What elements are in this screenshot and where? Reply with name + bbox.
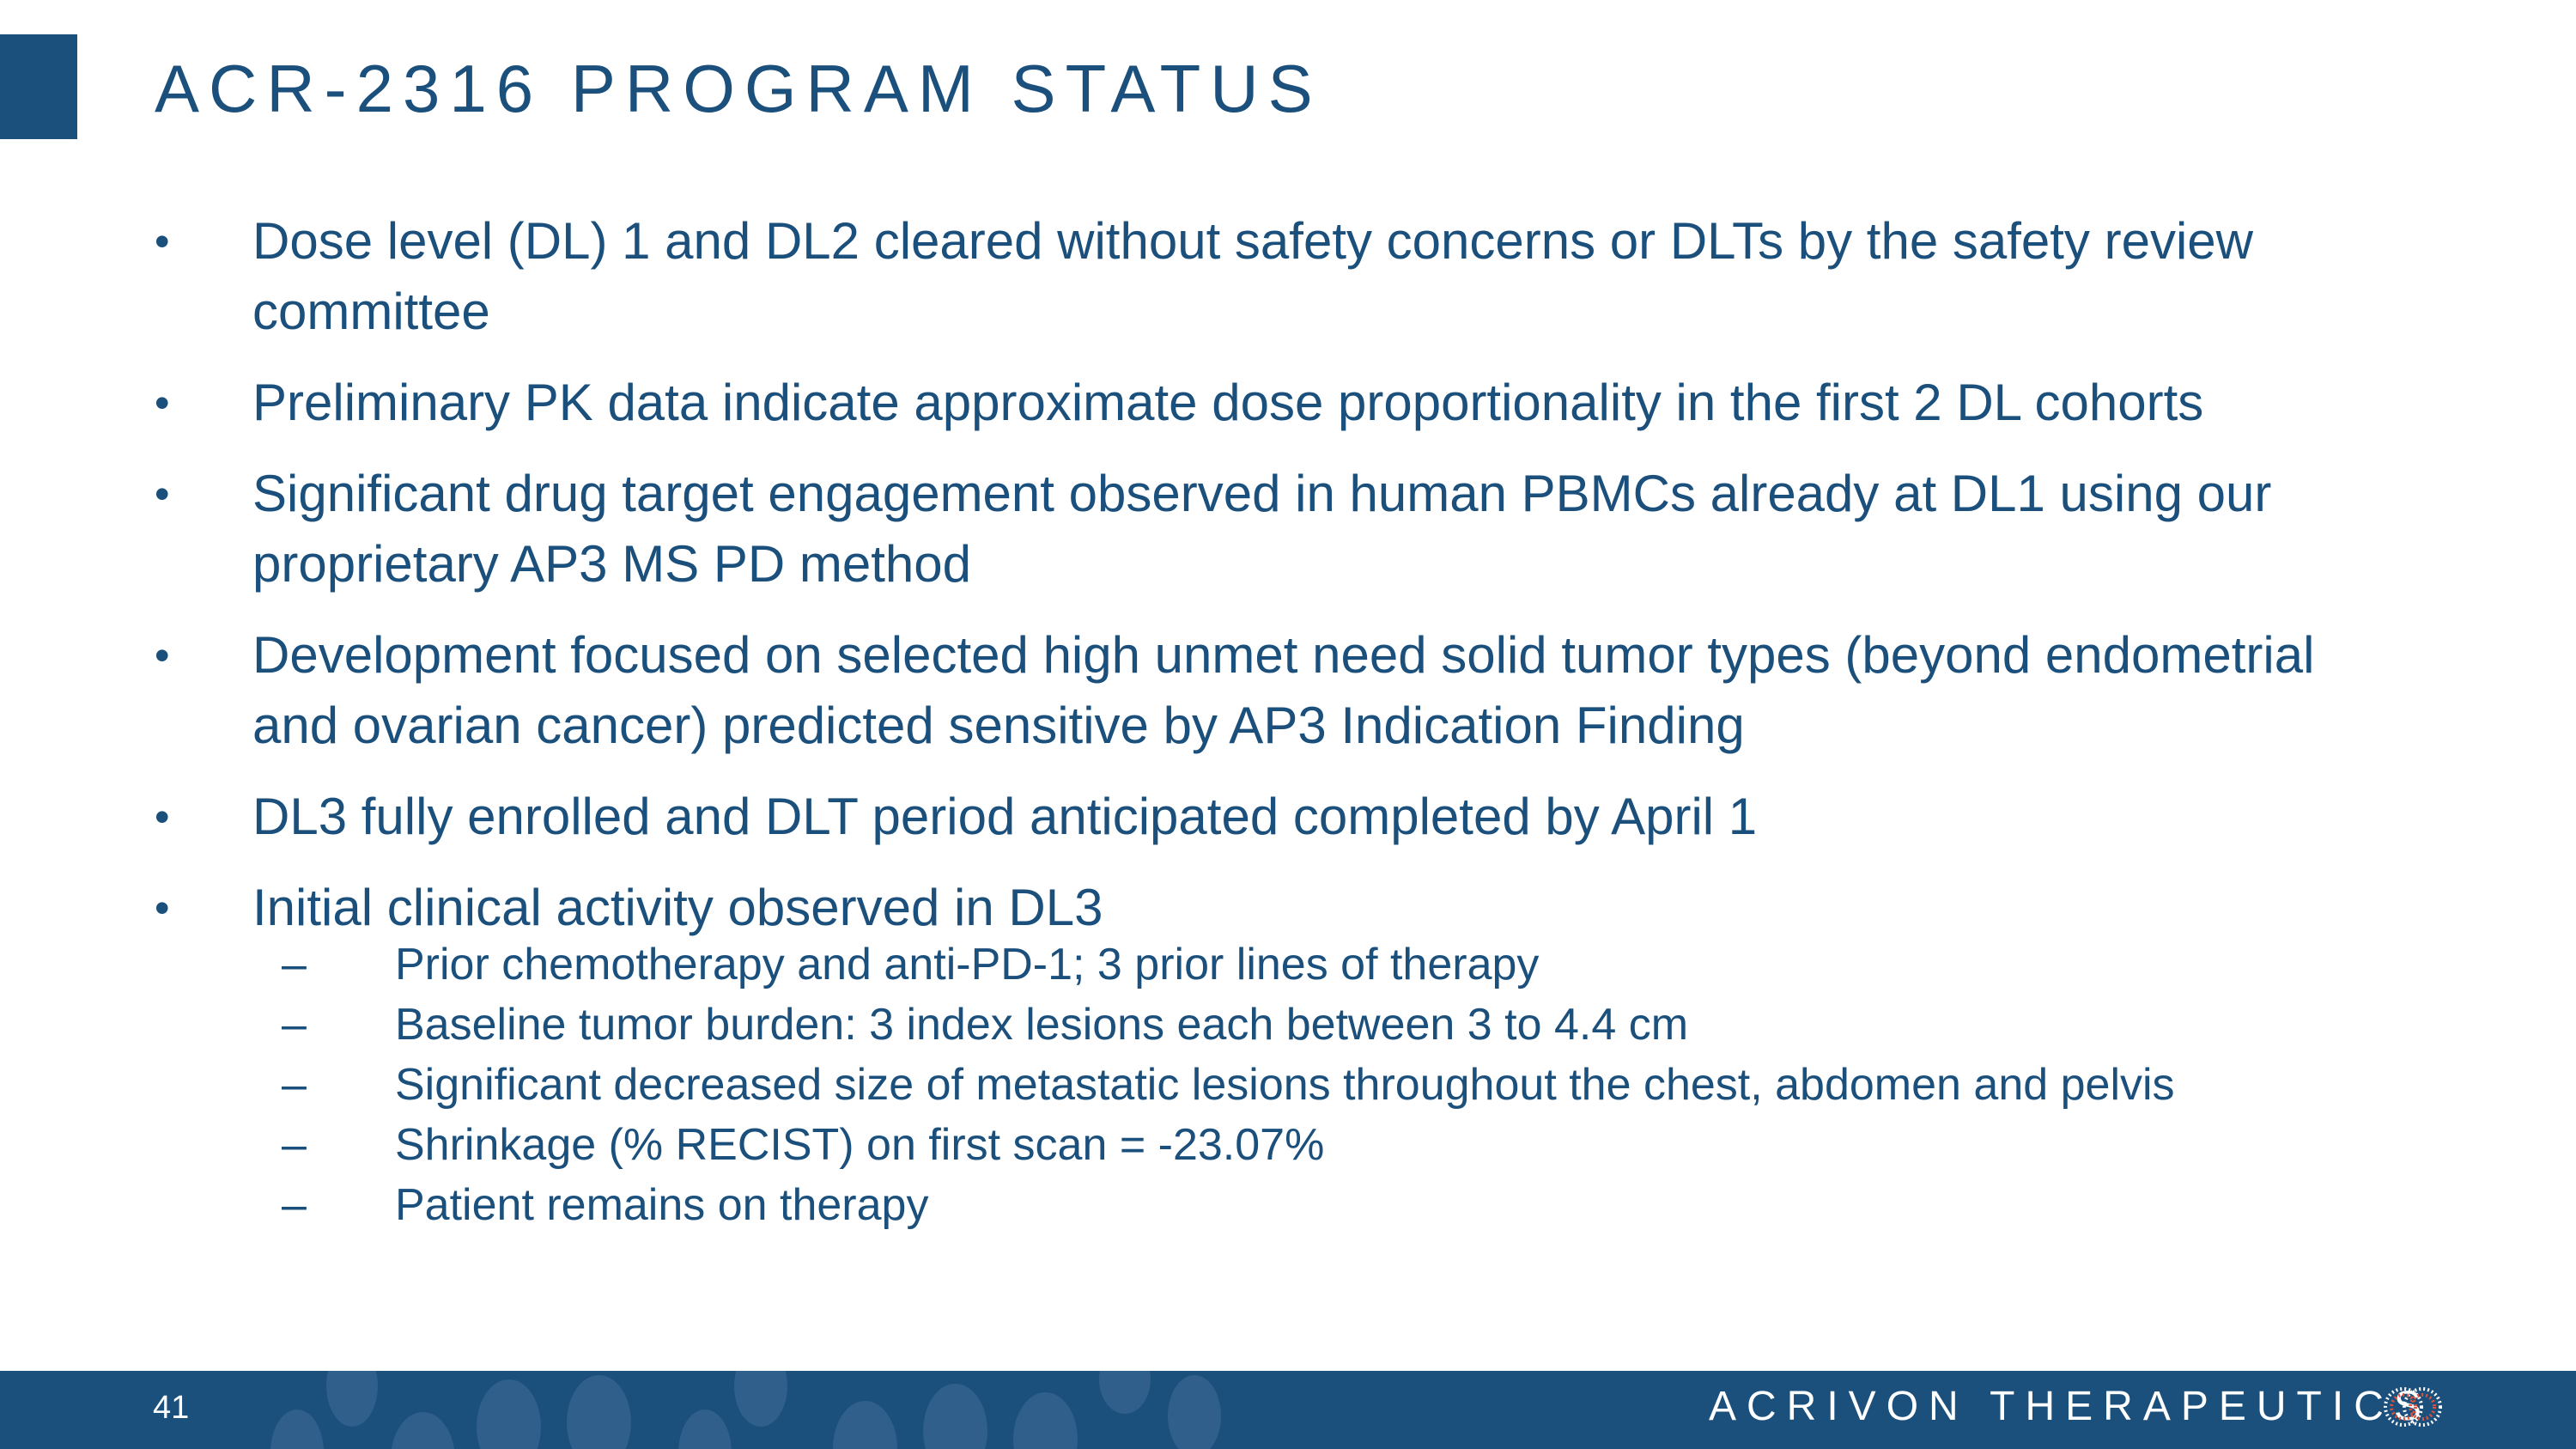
bullet-item xyxy=(155,206,2404,347)
sub-bullet-text: Significant decreased size of metastatic lesions throughout the chest, abdomen and pelvis xyxy=(395,1060,2175,1110)
decorative-bubble xyxy=(1013,1392,1078,1449)
bullet-text: Significant drug target engagement observed in human PBMCs already at DL1 using our proprietary AP3 MS PD method xyxy=(252,465,2272,593)
sub-bullet-marker: – xyxy=(282,1060,307,1110)
sub-bullet-text: Patient remains on therapy xyxy=(395,1180,929,1230)
footer-band xyxy=(0,1371,2576,1449)
page-number: 41 xyxy=(153,1390,190,1426)
decorative-bubble xyxy=(326,1371,378,1427)
decorative-bubble xyxy=(734,1371,787,1427)
slide-title: ACR-2316 PROGRAM STATUS xyxy=(155,51,1322,126)
bullet-text: Initial clinical activity observed in DL3 xyxy=(252,879,1103,936)
sub-bullet-item xyxy=(155,935,2404,995)
decorative-bubble xyxy=(1099,1371,1151,1414)
decorative-bubble xyxy=(678,1409,732,1449)
bullet-marker: • xyxy=(155,884,170,932)
bullet-text: Preliminary PK data indicate approximate dose proportionality in the first 2 DL cohorts xyxy=(252,374,2204,431)
bullet-text: Development focused on selected high unmet need solid tumor types (beyond endometrial and ovarian cancer) predicted sensitive by AP3 Indication Finding xyxy=(252,626,2315,754)
bullet-item xyxy=(155,620,2404,761)
sub-bullet-item xyxy=(155,1175,2404,1235)
sub-bullet-text: Shrinkage (% RECIST) on first scan = -23.07% xyxy=(395,1120,1325,1170)
decorative-bubble xyxy=(270,1409,324,1449)
sub-bullet-list xyxy=(155,935,2404,1235)
bullet-text: DL3 fully enrolled and DLT period anticipated completed by April 1 xyxy=(252,788,1758,845)
company-name: ACRIVON THERAPEUTICS xyxy=(1709,1384,2432,1429)
sub-bullet-marker: – xyxy=(282,940,307,989)
bullet-marker: • xyxy=(155,379,170,427)
decorative-bubble xyxy=(833,1401,897,1449)
decorative-bubble xyxy=(391,1412,455,1449)
bullet-marker: • xyxy=(155,470,170,518)
decorative-bubble xyxy=(567,1375,631,1449)
decorative-bubble xyxy=(923,1384,987,1449)
sub-bullet-text: Baseline tumor burden: 3 index lesions each between 3 to 4.4 cm xyxy=(395,1000,1689,1050)
bullet-marker: • xyxy=(155,793,170,841)
sub-bullet-item xyxy=(155,995,2404,1055)
bullet-marker: • xyxy=(155,217,170,265)
interlocking-rings-logo-icon xyxy=(2380,1381,2445,1433)
bullet-item xyxy=(155,782,2404,852)
bullet-text: Dose level (DL) 1 and DL2 cleared without safety concerns or DLTs by the safety review committee xyxy=(252,212,2253,340)
bullet-item xyxy=(155,459,2404,600)
bullet-marker: • xyxy=(155,631,170,679)
sub-bullet-marker: – xyxy=(282,1120,307,1170)
sub-bullet-marker: – xyxy=(282,1000,307,1050)
sub-bullet-item xyxy=(155,1055,2404,1115)
decorative-bubble xyxy=(477,1379,541,1449)
decorative-bubble xyxy=(1168,1375,1221,1449)
title-accent-bar xyxy=(0,34,77,139)
sub-bullet-marker: – xyxy=(282,1180,307,1230)
bullet-item xyxy=(155,873,2404,943)
sub-bullet-text: Prior chemotherapy and anti-PD-1; 3 prior lines of therapy xyxy=(395,940,1540,989)
sub-bullet-item xyxy=(155,1115,2404,1175)
bullet-list xyxy=(155,206,2404,1235)
bullet-item xyxy=(155,368,2404,438)
